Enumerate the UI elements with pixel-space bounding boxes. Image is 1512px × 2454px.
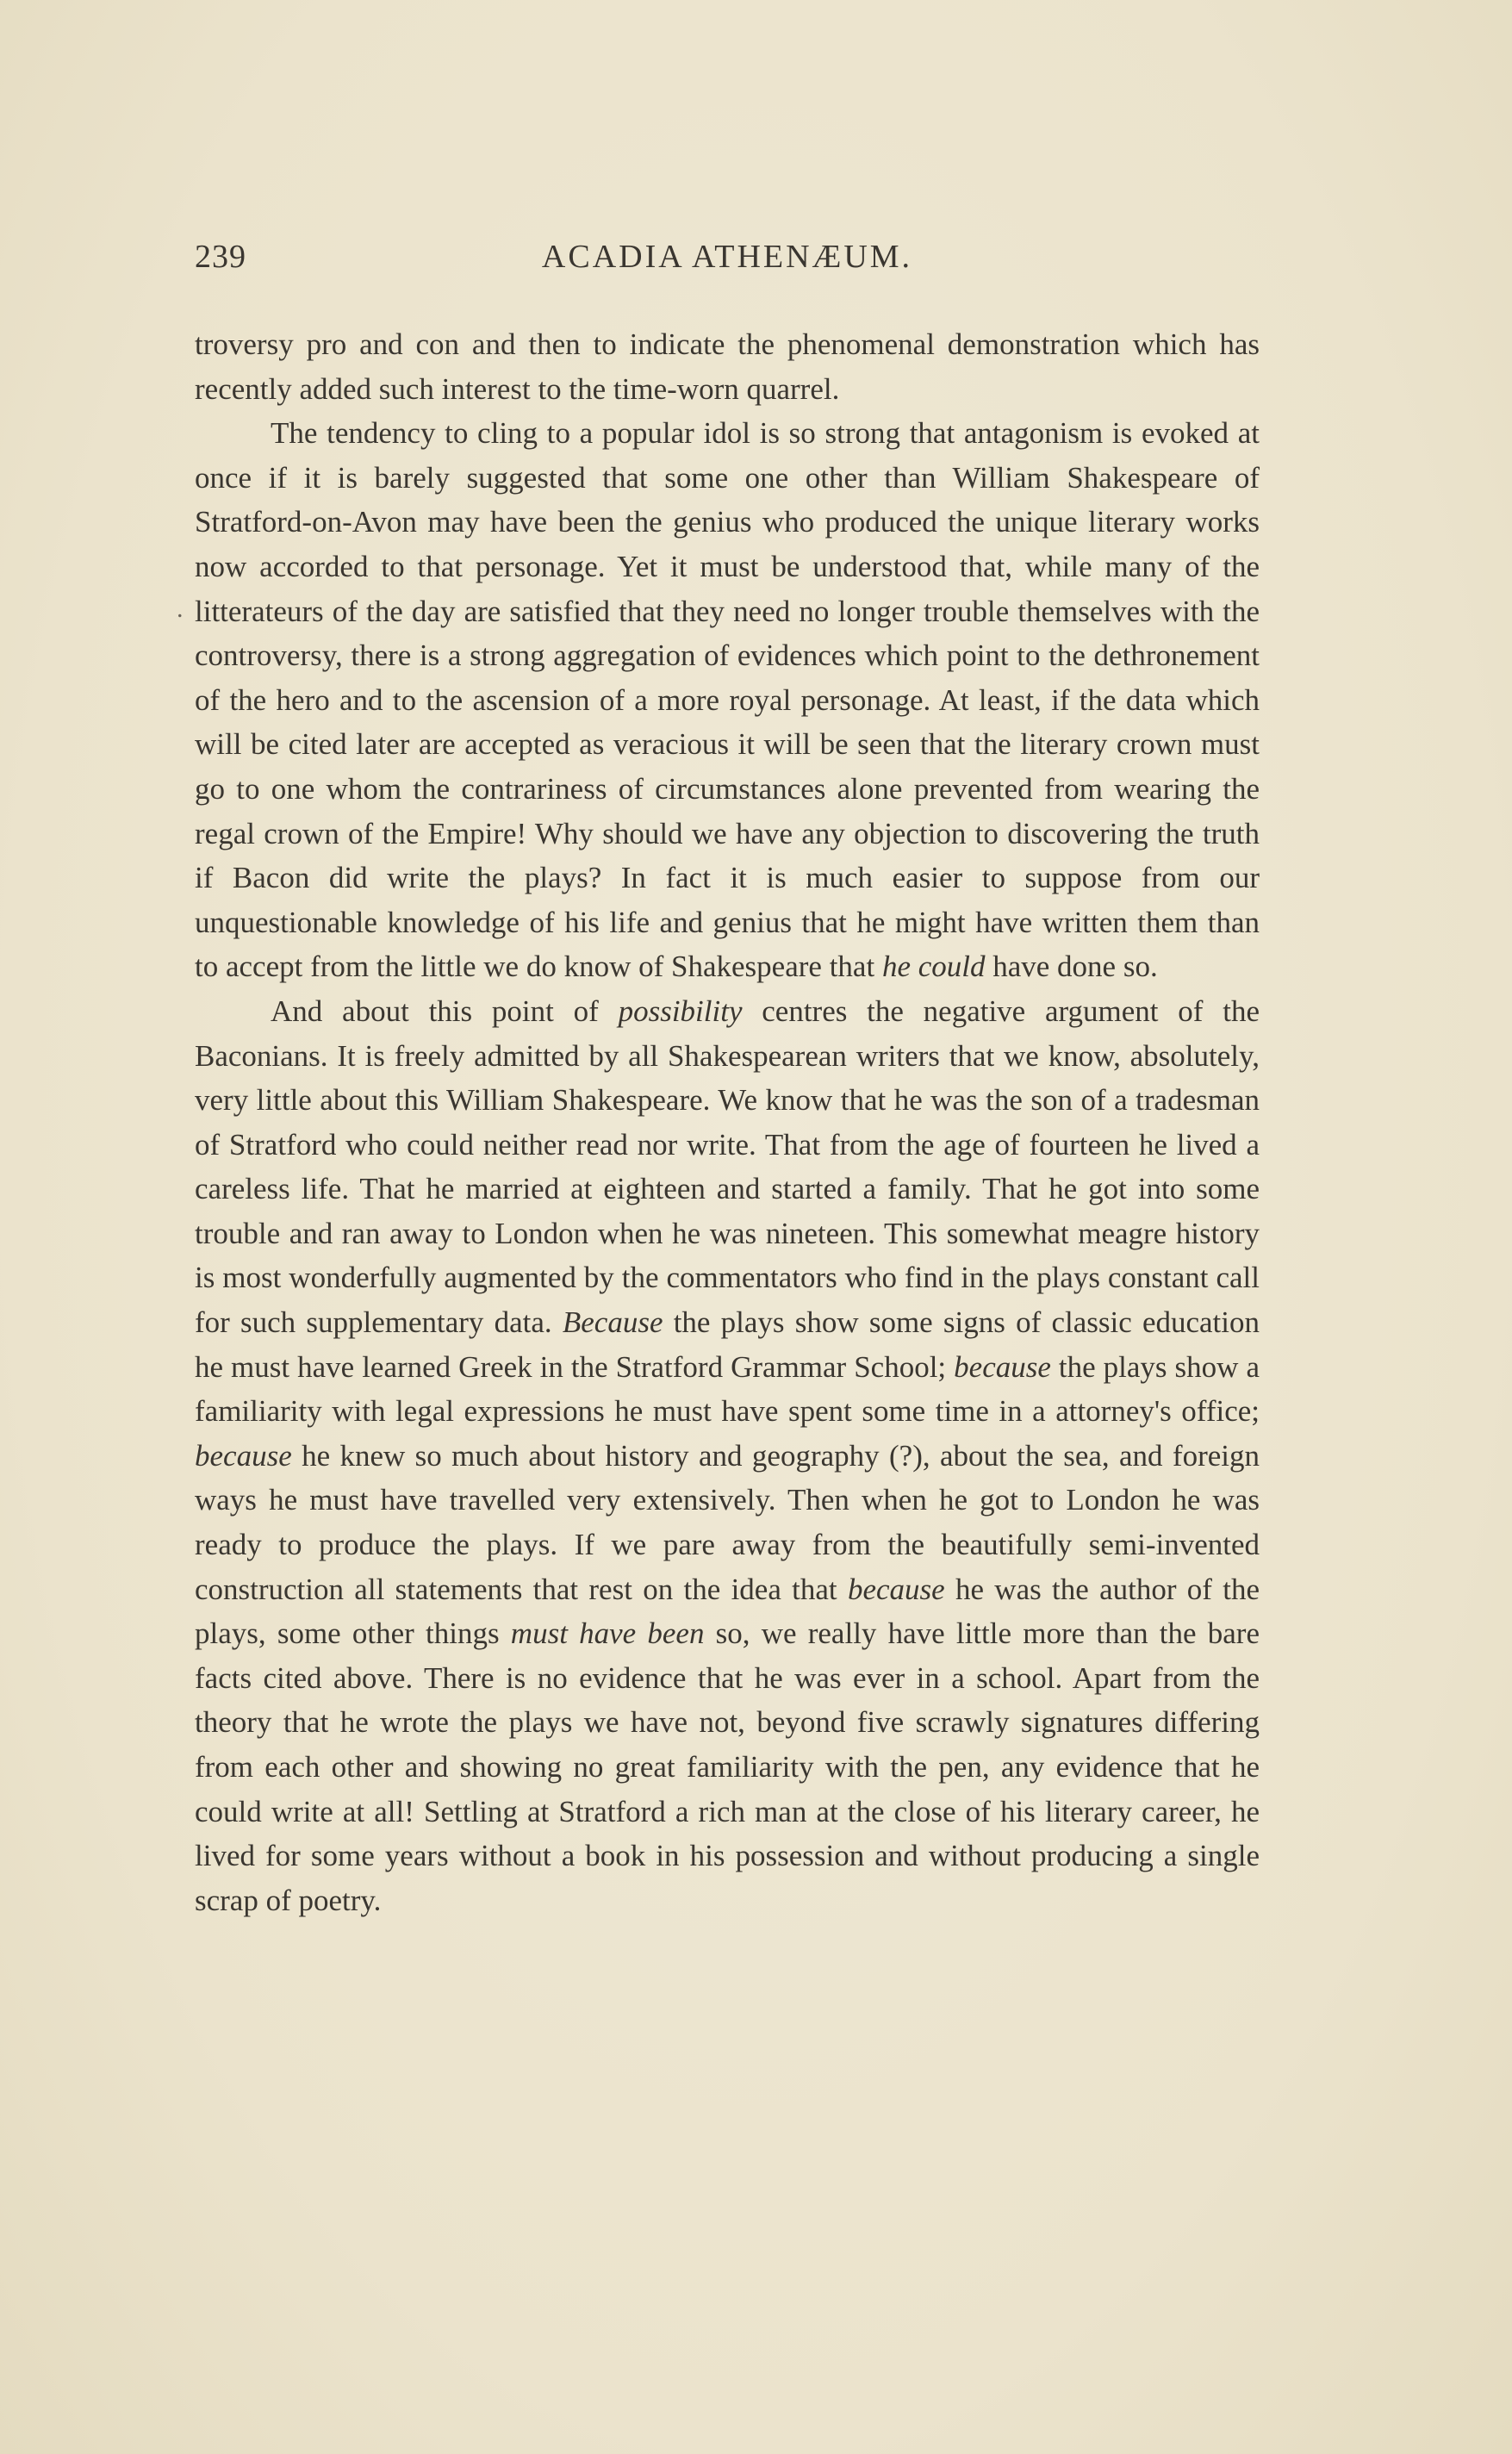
paragraph-2 <box>195 411 1260 989</box>
paragraph-3-italic-because-1: Because <box>562 1305 663 1340</box>
paragraph-3-text-g: so, we really have little more than the bare facts cited above. There is no evidence that he was ever in a school. Apart from the theory that he wrote the plays we have not, beyond five scrawly signatures differing from each other and showing no great familiarity with the pen, any evidence that he could write at all! Settling at Stratford a rich man at the close of his literary career, he lived for some years without a book in his possession and without producing a single scrap of poetry. <box>195 1616 1260 1917</box>
paragraph-3 <box>195 989 1260 1922</box>
paragraph-3-text-c: the plays show some signs of classic education he must have learned Greek in the Stratford Grammar School; <box>195 1305 1260 1384</box>
paragraph-3-italic-because-3: because <box>195 1438 292 1473</box>
paragraph-1-text: troversy pro and con and then to indicate the phenomenal demonstration which has recently added such interest to the time-worn quarrel. <box>195 327 1260 406</box>
paragraph-2-italic: he could <box>881 950 986 984</box>
paragraph-2-text: The tendency to cling to a popular idol is so strong that antagonism is evoked at once if it is barely suggested that some one other than William Shakespeare of Stratford-on-Avon may have been the genius who produced the unique literary works now accorded to that personage. Yet it must be understood that, while many of the litterateurs of the day are satisfied that they need no longer trouble themselves with the controversy, there is a strong aggregation of evidences which point to the dethronement of the hero and to the ascension of a more royal personage. At least, if the data which will be cited later are accepted as veracious it will be seen that the literary crown must go to one whom the contrariness of circumstances alone prevented from wearing the regal crown of the Empire! Why should we have any objection to discovering the truth if Bacon did write the plays? In fact it is much easier to suppose from our unquestionable knowledge of his life and genius that he might have written them than to accept from the little we do know of Shakespeare that <box>195 416 1260 984</box>
paragraph-3-text-a: And about this point of <box>271 993 619 1028</box>
running-title: ACADIA ATHENÆUM. <box>541 239 913 275</box>
paragraph-3-text-f: he was the author of the plays, some other things <box>195 1572 1260 1651</box>
paragraph-3-text-b: centres the negative argument of the Baconians. It is freely admitted by all Shakespearean writers that we know, absolutely, very little about this William Shakespeare. We know that he was the son of a tradesman of Stratford who could neither read nor write. That from the age of fourteen he lived a careless life. That he married at eighteen and started a family. That he got into some trouble and ran away to London when he was nineteen. This somewhat meagre history is most wonderfully augmented by the commentators who find in the plays constant call for such supplementary data. <box>195 993 1260 1340</box>
paragraph-2-end: have done so. <box>985 950 1158 984</box>
page-header <box>195 238 1260 281</box>
paragraph-1 <box>195 322 1260 411</box>
paragraph-3-italic-because-2: because <box>954 1349 1051 1384</box>
paragraph-3-italic-must-have-been: must have been <box>510 1616 705 1651</box>
paragraph-3-italic-because-4: because <box>847 1572 945 1606</box>
paragraph-3-italic-possibility: possibility <box>618 993 743 1028</box>
page-number: 239 <box>195 239 246 275</box>
paragraph-3-text-d: the plays show a familiarity with legal expressions he must have spent some time in a attorney's office; <box>195 1349 1260 1429</box>
paragraph-3-text-e: he knew so much about history and geography (?), about the sea, and foreign ways he must have travelled very extensively. Then when he got to London he was ready to produce the plays. If we pare away from the beautifully semi-invented construction all statements that rest on the idea that <box>195 1438 1260 1606</box>
margin-mark: . <box>177 595 184 623</box>
body-text <box>195 322 1260 1922</box>
